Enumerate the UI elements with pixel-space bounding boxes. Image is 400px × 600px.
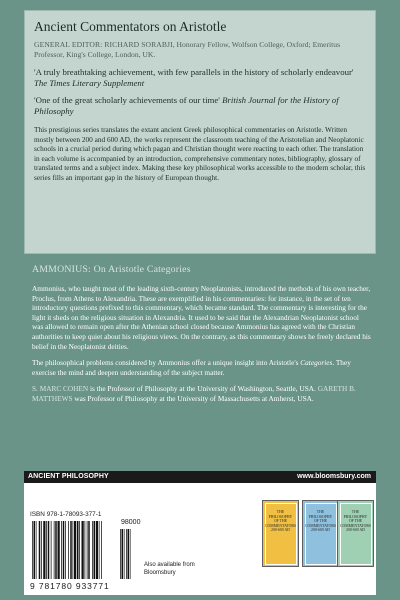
related-book-cover-1[interactable] [262, 500, 299, 567]
book-description-2 [32, 358, 372, 377]
barcode-bar [51, 521, 52, 579]
isbn-text: ISBN 978-1-78093-377-1 [30, 511, 102, 518]
barcode-bar [63, 521, 65, 579]
desc-2-italic: Categories [300, 358, 333, 368]
barcode-bar [48, 521, 50, 579]
cover-2-title: THE PHILOSOPHY OF THE COMMENTATORS 200-600 AD [304, 510, 337, 533]
barcode-bar [54, 521, 55, 579]
related-book-cover-2[interactable] [302, 500, 339, 567]
series-info-box [24, 10, 376, 254]
price-code: 98000 [121, 519, 141, 526]
translator-1-name: S. MARC COHEN [32, 384, 89, 394]
book-title [32, 264, 372, 275]
translator-1-bio: is the Professor of Philosophy at the University of Washington, Seattle, USA. [88, 384, 318, 394]
quote-1-text: 'A truly breathtaking achievement, with few parallels in the history of scholarly endeavour' [34, 67, 354, 77]
barcode-bar [70, 521, 72, 579]
barcode-bar [101, 521, 102, 579]
barcode-bar [85, 521, 86, 579]
barcode-bar [77, 521, 79, 579]
barcode-bar [96, 521, 98, 579]
quote-1-source: The Times Literary Supplement [34, 78, 145, 88]
book-description-1: Ammonius, who taught most of the leading sixth-century Neoplatonists, introduced the methods of his own teacher, Proclus, from Athens to Alexandria. These are exemplified in his commentaries: for instance, in the set of ten introductory questions prefixed to this commentary, which became standard. The commentary is interesting for the light it sheds on the religious situation in Alexandria. It used to be said that the Alexandrian Neoplatonist school was allowed to remain open after the Athenian school closed because Ammonius has agreed with the Christian authorities to keep quiet about his religious views. On the contrary, as this commentary shows he freely declared his belief in the Neoplatonist deities. [32, 284, 371, 351]
also-available-label: Also available from Bloomsbury [144, 562, 195, 576]
editor-label: GENERAL EDITOR: RICHARD SORABJI [34, 40, 173, 49]
barcode-addon-bar [120, 529, 121, 579]
desc-2-b: . They exercise the mind and deepen understanding of the subject matter. [32, 358, 351, 377]
barcode-digits: 9 781780 933771 [30, 581, 110, 591]
barcode-bar [46, 521, 47, 579]
quote-2-text: 'One of the great scholarly achievements of our time' [34, 95, 223, 105]
barcode-bar [39, 521, 41, 579]
series-title: Ancient Commentators on Aristotle [34, 19, 227, 34]
barcode-bar [55, 521, 57, 579]
footer-panel [24, 471, 376, 595]
cover-3-title: THE PHILOSOPHY OF THE COMMENTATORS 200-600 AD [339, 510, 372, 533]
translator-2-bio: was Professor of Philosophy at the University of Massachusetts at Amherst, USA. [72, 393, 314, 403]
book-title-text: : On Aristotle Categories [88, 264, 191, 275]
barcode-bar [61, 521, 62, 579]
barcode-bar [34, 521, 36, 579]
desc-2-a: The philosophical problems considered by Ammonius offer a unique insight into Aristotle's [32, 358, 301, 368]
barcode-addon-bar [124, 529, 125, 579]
barcode-bar [41, 521, 42, 579]
series-description: This prestigious series translates the extant ancient Greek philosophical commentaries on Aristotle. Written mostly between 200 and 600 AD, the works represent the classroom teaching of the Aristotelian and Neoplatonic schools in a crucial period during which pagan and Christian thought were reacting to each other. The translation in each volume is accompanied by an introduction, comprehensive commentary notes, bibliography, glossary of translated terms and a subject index. Making these key philosophical works accessible to the modern scholar, this series fills an important gap in the history of European thought. [34, 125, 366, 182]
barcode-bar [99, 521, 100, 579]
book-author: AMMONIUS [32, 264, 89, 275]
barcode-bar [87, 521, 88, 579]
barcode-bar [74, 521, 76, 579]
barcode-bar [36, 521, 37, 579]
barcode-addon-bar [130, 529, 131, 579]
general-editor [34, 40, 366, 60]
translator-2-name: GARETH B. MATTHEWS [32, 384, 356, 403]
cover-1-title: THE PHILOSOPHY OF THE COMMENTATORS 200-600 AD [264, 510, 297, 533]
related-book-cover-3[interactable] [337, 500, 374, 567]
book-section [32, 264, 372, 411]
barcode-bar [79, 521, 80, 579]
review-quote-2 [34, 95, 366, 117]
barcode-bar [58, 521, 60, 579]
category-label: ANCIENT PHILOSOPHY [28, 472, 109, 480]
barcode-icon [30, 521, 136, 581]
barcode-bar [73, 521, 74, 579]
barcode-bar [68, 521, 69, 579]
website-link[interactable]: www.bloomsbury.com [297, 472, 371, 480]
barcode-bar [65, 521, 66, 579]
barcode-addon-bar [122, 529, 124, 579]
barcode-bar [32, 521, 33, 579]
review-quote-1 [34, 67, 366, 89]
barcode-bar [82, 521, 84, 579]
barcode-bar [94, 521, 96, 579]
quote-2-source: British Journal for the History of Philosophy [34, 95, 339, 116]
translators-bio [32, 384, 372, 403]
footer-bar [24, 471, 376, 483]
barcode-bar [43, 521, 45, 579]
barcode-addon-bar [126, 529, 127, 579]
editor-affiliation: , Honorary Fellow, Wolfson College, Oxford; Emeritus Professor, King's College, London, UK. [34, 40, 341, 59]
barcode-bar [92, 521, 93, 579]
barcode-addon-bar [128, 529, 130, 579]
barcode-bar [88, 521, 90, 579]
